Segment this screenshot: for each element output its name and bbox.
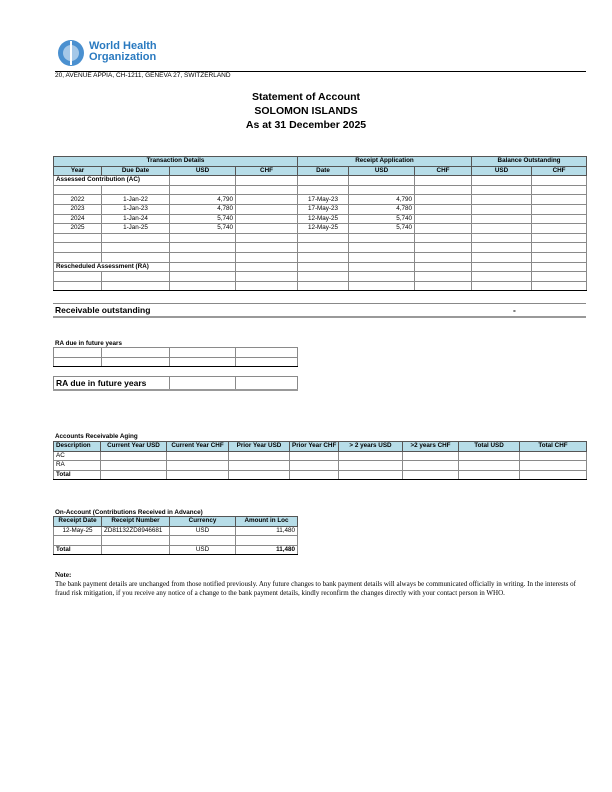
- table-row: [54, 526, 298, 536]
- aging-col-2y-chf: >2 years CHF: [403, 442, 459, 452]
- table-cell: [290, 470, 339, 480]
- table-cell: [170, 262, 236, 272]
- table-cell: [415, 176, 472, 186]
- table-cell: 5,740: [349, 224, 415, 234]
- table-cell: [532, 204, 587, 214]
- table-cell: [415, 233, 472, 243]
- table-cell: [101, 451, 167, 461]
- table-cell: [472, 224, 532, 234]
- table-cell: [236, 233, 298, 243]
- table-cell: 5,740: [170, 224, 236, 234]
- table-cell: [532, 195, 587, 205]
- table-cell: [54, 252, 102, 262]
- table-cell: [101, 470, 167, 480]
- title-line3: As at 31 December 2025: [245, 119, 367, 131]
- table-cell: [298, 185, 349, 195]
- table-cell: [415, 195, 472, 205]
- table-cell: [349, 262, 415, 272]
- table-cell: [229, 451, 290, 461]
- table-cell: [520, 470, 587, 480]
- table-cell: [236, 224, 298, 234]
- group-transaction-details: Transaction Details: [54, 157, 298, 167]
- oa-col-receipt-number: Receipt Number: [102, 517, 170, 527]
- note-label: Note:: [55, 571, 72, 579]
- table-cell: [54, 233, 102, 243]
- table-cell: [532, 252, 587, 262]
- table-cell: [229, 461, 290, 471]
- table-cell: [415, 214, 472, 224]
- table-cell: [102, 272, 170, 282]
- table-cell: 1-Jan-24: [102, 214, 170, 224]
- table-cell: 5,740: [170, 214, 236, 224]
- table-cell: [349, 233, 415, 243]
- table-cell: [415, 243, 472, 253]
- table-cell: [532, 185, 587, 195]
- table-cell: [415, 204, 472, 214]
- table-cell: [102, 348, 170, 358]
- aging-title: Accounts Receivable Aging: [55, 433, 138, 440]
- table-cell: 1-Jan-25: [102, 224, 170, 234]
- table-cell: [415, 272, 472, 282]
- table-cell: [102, 243, 170, 253]
- table-cell: [298, 252, 349, 262]
- table-cell: [236, 204, 298, 214]
- table-cell: [403, 461, 459, 471]
- table-cell: [339, 470, 403, 480]
- table-cell: [349, 252, 415, 262]
- table-cell: [102, 233, 170, 243]
- table-cell: [415, 185, 472, 195]
- table-cell: [236, 214, 298, 224]
- table-cell: [472, 243, 532, 253]
- table-cell: [236, 272, 298, 282]
- who-emblem-icon: [55, 38, 87, 68]
- col-receipt-chf: CHF: [415, 166, 472, 176]
- table-cell: [236, 536, 298, 546]
- header-rule: [55, 71, 586, 72]
- table-row: [54, 470, 587, 480]
- aging-col-description: Description: [54, 442, 101, 452]
- table-cell: [472, 281, 532, 291]
- table-cell: [472, 262, 532, 272]
- table-cell: [349, 176, 415, 186]
- col-receipt-usd: USD: [349, 166, 415, 176]
- ra-section-label: Rescheduled Assessment (RA): [54, 262, 170, 272]
- aging-col-py-chf: Prior Year CHF: [290, 442, 339, 452]
- table-cell: [167, 461, 229, 471]
- table-row: [54, 214, 587, 224]
- table-cell: [532, 176, 587, 186]
- note: [55, 571, 585, 598]
- col-chf: CHF: [236, 166, 298, 176]
- main-statement-table: [53, 156, 587, 291]
- table-cell: [54, 357, 102, 367]
- table-cell: [298, 262, 349, 272]
- ra-future-table: [53, 347, 298, 367]
- table-cell: USD: [170, 545, 236, 555]
- aging-col-py-usd: Prior Year USD: [229, 442, 290, 452]
- receivable-outstanding-row: [53, 303, 586, 318]
- table-cell: [349, 281, 415, 291]
- table-cell: [101, 461, 167, 471]
- table-cell: [532, 233, 587, 243]
- table-cell: Total: [54, 470, 101, 480]
- table-cell: [290, 461, 339, 471]
- title-line1: Statement of Account: [251, 91, 361, 103]
- table-cell: 17-May-23: [298, 204, 349, 214]
- table-cell: [298, 176, 349, 186]
- table-cell: [170, 377, 236, 391]
- table-cell: RA: [54, 461, 101, 471]
- table-row: [54, 545, 298, 555]
- table-cell: [415, 281, 472, 291]
- table-cell: [54, 185, 102, 195]
- table-cell: [339, 451, 403, 461]
- table-cell: [415, 252, 472, 262]
- table-cell: [170, 348, 236, 358]
- on-account-title: On-Account (Contributions Received in Advance): [55, 509, 203, 516]
- table-cell: [170, 176, 236, 186]
- table-cell: [236, 243, 298, 253]
- receivable-outstanding-label: Receivable outstanding: [55, 305, 151, 315]
- table-cell: [349, 243, 415, 253]
- table-cell: 1-Jan-23: [102, 204, 170, 214]
- table-cell: [339, 461, 403, 471]
- table-row: [54, 224, 587, 234]
- table-cell: Total: [54, 545, 102, 555]
- table-cell: 11,480: [236, 526, 298, 536]
- table-cell: [54, 243, 102, 253]
- table-cell: [170, 233, 236, 243]
- aging-col-total-chf: Total CHF: [520, 442, 587, 452]
- table-cell: [170, 357, 236, 367]
- table-cell: [170, 536, 236, 546]
- table-cell: 2025: [54, 224, 102, 234]
- table-cell: [298, 272, 349, 282]
- table-cell: [54, 348, 102, 358]
- table-cell: [349, 272, 415, 282]
- table-cell: [403, 451, 459, 461]
- table-cell: [167, 451, 229, 461]
- table-cell: [236, 262, 298, 272]
- table-cell: 2022: [54, 195, 102, 205]
- table-cell: [298, 233, 349, 243]
- table-cell: [472, 252, 532, 262]
- col-due-date: Due Date: [102, 166, 170, 176]
- table-cell: [520, 461, 587, 471]
- table-cell: [54, 272, 102, 282]
- table-cell: AC: [54, 451, 101, 461]
- table-cell: [102, 357, 170, 367]
- table-cell: [472, 176, 532, 186]
- table-cell: [472, 214, 532, 224]
- aging-col-cy-usd: Current Year USD: [101, 442, 167, 452]
- table-cell: 12-May-25: [298, 214, 349, 224]
- table-cell: 12-May-25: [54, 526, 102, 536]
- who-logo: [55, 38, 165, 68]
- oa-col-receipt-date: Receipt Date: [54, 517, 102, 527]
- table-cell: [54, 536, 102, 546]
- ra-future-title: RA due in future years: [55, 340, 122, 347]
- table-cell: [472, 204, 532, 214]
- oa-col-currency: Currency: [170, 517, 236, 527]
- table-cell: [298, 243, 349, 253]
- table-cell: [229, 470, 290, 480]
- table-cell: [532, 224, 587, 234]
- note-text: The bank payment details are unchanged from those notified previously. Any future changes to bank payment details will always be communicated officially in writing. In the interests of fraud risk mitigation, if you receive any notice of a change to the bank payment details, kindly reconfirm the changes directly with your contact person in WHO.: [55, 580, 576, 597]
- table-row: [54, 195, 587, 205]
- table-cell: [236, 185, 298, 195]
- table-cell: [102, 185, 170, 195]
- table-cell: [532, 272, 587, 282]
- table-cell: [290, 451, 339, 461]
- title-line2: SOLOMON ISLANDS: [254, 105, 358, 117]
- table-cell: [472, 185, 532, 195]
- org-name-line1: World Health: [89, 40, 157, 52]
- table-row: [54, 204, 587, 214]
- aging-col-2y-usd: > 2 years USD: [339, 442, 403, 452]
- table-cell: [532, 243, 587, 253]
- table-cell: [170, 281, 236, 291]
- org-name-line2: Organization: [89, 51, 157, 63]
- col-balance-usd: USD: [472, 166, 532, 176]
- group-balance-outstanding: Balance Outstanding: [472, 157, 587, 167]
- table-cell: [102, 545, 170, 555]
- table-cell: [298, 281, 349, 291]
- table-cell: [170, 252, 236, 262]
- table-cell: [236, 348, 298, 358]
- aging-table: [53, 441, 587, 480]
- ac-section-label: Assessed Contribution (AC): [54, 176, 170, 186]
- table-cell: [415, 262, 472, 272]
- table-cell: [472, 272, 532, 282]
- table-cell: [415, 224, 472, 234]
- table-cell: [520, 451, 587, 461]
- col-usd: USD: [170, 166, 236, 176]
- table-cell: [532, 262, 587, 272]
- table-cell: [236, 377, 298, 391]
- ra-future-total: [53, 376, 298, 391]
- table-cell: USD: [170, 526, 236, 536]
- group-receipt-application: Receipt Application: [298, 157, 472, 167]
- table-cell: [236, 176, 298, 186]
- table-cell: 11,480: [236, 545, 298, 555]
- col-balance-chf: CHF: [532, 166, 587, 176]
- table-cell: [167, 470, 229, 480]
- table-cell: [472, 195, 532, 205]
- table-cell: [236, 281, 298, 291]
- table-row: [54, 461, 587, 471]
- table-cell: 4,790: [170, 195, 236, 205]
- table-cell: 5,740: [349, 214, 415, 224]
- table-cell: [459, 470, 520, 480]
- table-cell: [236, 252, 298, 262]
- receivable-outstanding-value: -: [513, 305, 516, 315]
- table-row: [54, 451, 587, 461]
- table-cell: [54, 281, 102, 291]
- table-cell: [459, 461, 520, 471]
- table-cell: [102, 252, 170, 262]
- col-receipt-date: Date: [298, 166, 349, 176]
- table-cell: [459, 451, 520, 461]
- table-cell: ZD81132ZD8946681: [102, 526, 170, 536]
- table-cell: [532, 281, 587, 291]
- table-cell: [102, 281, 170, 291]
- ra-future-total-label: RA due in future years: [54, 377, 170, 391]
- table-cell: [236, 195, 298, 205]
- oa-col-amount: Amount in Loc: [236, 517, 298, 527]
- table-cell: 12-May-25: [298, 224, 349, 234]
- aging-col-cy-chf: Current Year CHF: [167, 442, 229, 452]
- table-cell: [236, 357, 298, 367]
- table-cell: [403, 470, 459, 480]
- address: 20, AVENUE APPIA, CH-1211, GENEVA 27, SWITZERLAND: [55, 72, 231, 79]
- table-cell: 17-May-23: [298, 195, 349, 205]
- col-year: Year: [54, 166, 102, 176]
- on-account-table: [53, 516, 298, 555]
- table-cell: 4,780: [170, 204, 236, 214]
- aging-col-total-usd: Total USD: [459, 442, 520, 452]
- table-cell: [532, 214, 587, 224]
- table-cell: 1-Jan-22: [102, 195, 170, 205]
- table-cell: [102, 536, 170, 546]
- table-cell: 2023: [54, 204, 102, 214]
- table-cell: [349, 185, 415, 195]
- statement-title: [0, 90, 612, 132]
- table-cell: [472, 233, 532, 243]
- table-cell: 4,790: [349, 195, 415, 205]
- table-cell: [170, 243, 236, 253]
- table-cell: 4,780: [349, 204, 415, 214]
- table-cell: [170, 272, 236, 282]
- table-cell: [170, 185, 236, 195]
- table-cell: 2024: [54, 214, 102, 224]
